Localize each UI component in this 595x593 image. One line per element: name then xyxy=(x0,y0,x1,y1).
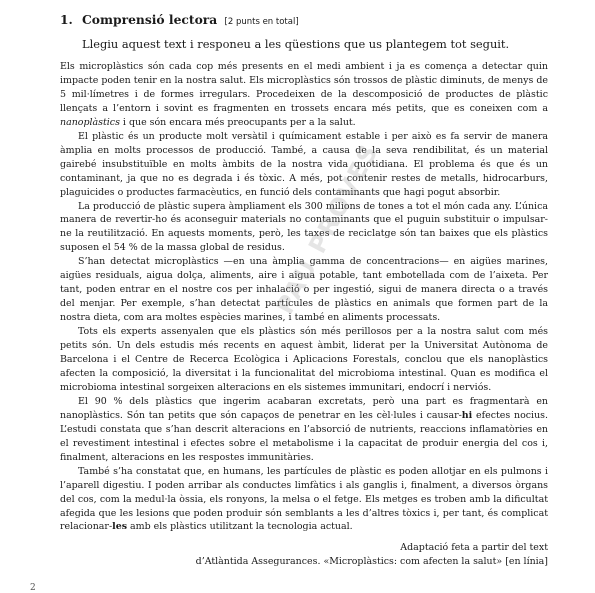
bold-pronoun: les xyxy=(112,521,128,533)
paragraph-1 xyxy=(60,60,548,130)
paragraph-6 xyxy=(60,395,548,465)
credit-line-1: Adaptació feta a partir del text xyxy=(400,542,548,554)
credit-line-2: d’Atlàntida Assegurances. «Microplàstics: com afecten la salut» [en línia] xyxy=(195,556,548,568)
italic-term: nanoplàstics xyxy=(60,116,120,128)
paragraph-6-text: El 90 % dels plàstics que ingerim acabaran excretats, però una part es fragmentarà en nanoplàstics. Són tan petits que són capaços de penetrar en les cèl·lules i causar-hi efectes nocius. L’estudi constata que s’han descrit alteracions en l’absorció de nutrients, reaccions inflamatòries en el revestiment intestinal i efectes sobre el metabolisme i la capacitat de produir energia del cos i, finalment, alteracions en les respostes immunitàries. xyxy=(60,395,548,463)
document-page xyxy=(60,12,548,569)
paragraph-7-text: També s’ha constatat que, en humans, les partícules de plàstic es poden allotjar en els pulmons i l’aparell digestiu. I poden arribar als conductes limfàtics i als ganglis i, finalment, a diversos òrgans del cos, com la medul·la òssia, els ronyons, la melsa o el fetge. Els metges es troben amb la dificultat afegida que les lesions que poden produir són semblants a les d’altres tòxics i, per tant, és complicat relacionar-les amb els plàstics utilitzant la tecnologia actual. xyxy=(60,465,548,533)
section-title: Comprensió lectora xyxy=(82,12,218,27)
paragraph-4-text: S’han detectat microplàstics —en una àmplia gamma de concentracions— en aigües marines, aigües residuals, aigua dolça, aliments, aire i aigua potable, tant embotellada com de l’aixeta. Per tant, poden entrar en el nostre cos per inhalació o per ingestió, sigui de manera directa o a través del menjar. Per exemple, s’han detectat partícules de plàstics en animals que formen part de la nostra dieta, com ara moltes espècies marines, i també en aliments processats. xyxy=(60,256,548,324)
paragraph-3-text: La producció de plàstic supera àmpliament els 300 milions de tones a tot el món cada any. L’única manera de revertir-ho és aconseguir materials no contaminants que el puguin substituir o impulsar-ne la reutilització. En aquests moments, però, les taxes de reciclatge són tan baixes que els plàstics suposen el 54 % de la massa global de residus. xyxy=(60,200,548,254)
section-number: 1. xyxy=(60,12,73,27)
watermark: PAU PROVES xyxy=(270,138,385,319)
instructions: Llegiu aquest text i responeu a les qüestions que us plantegem tot seguit. xyxy=(82,37,510,51)
paragraph-7 xyxy=(60,465,548,535)
paragraph-2 xyxy=(60,130,548,200)
bold-pronoun: hi xyxy=(461,409,473,421)
paragraph-3 xyxy=(60,200,548,256)
page-number: 2 xyxy=(30,583,36,593)
section-points: [2 punts en total] xyxy=(224,17,299,27)
paragraph-1-text: Els microplàstics són cada cop més presents en el medi ambient i ja es comença a detectar quin impacte poden tenir en la nostra salut. Els microplàstics són trossos de plàstic diminuts, de menys de 5 mil·límetres i de formes irregulars. Procedeixen de la descomposició de productes de plàstic llençats a l’entorn i sovint es fragmenten en trossets encara més petits, que es coneixen com a nanoplàstics i que són encara més preocupants per a la salut. xyxy=(60,61,548,128)
section-heading xyxy=(60,12,548,27)
paragraph-4 xyxy=(60,255,548,325)
paragraph-5 xyxy=(60,325,548,395)
paragraph-2-text: El plàstic és un producte molt versàtil i químicament estable i per això es fa servir de manera àmplia en molts processos de producció. També, a causa de la seva rendibilitat, és un material gairebé insubstituïble en molts àmbits de la nostra vida quotidiana. El problema és que és un contaminant, ja que no es degrada i és tòxic. A més, pot contenir restes de metalls, hidrocarburs, plaguicides o productes farmacèutics, en funció dels contaminants que hagi pogut absorbir. xyxy=(60,130,548,198)
source-credit xyxy=(60,541,548,569)
paragraph-5-text: Tots els experts assenyalen que els plàstics són més perillosos per a la nostra salut com més petits són. Un dels estudis més recents en aquest àmbit, liderat per la Universitat Autònoma de Barcelona i el Centre de Recerca Ecològica i Aplicacions Forestals, conclou que els nanoplàstics afecten la composició, la diversitat i la funcionalitat del microbioma intestinal. Quan es modifica el microbioma intestinal sorgeixen alteracions en els sistemes immunitari, endocrí i nerviós. xyxy=(60,326,548,393)
reading-text xyxy=(60,60,548,534)
